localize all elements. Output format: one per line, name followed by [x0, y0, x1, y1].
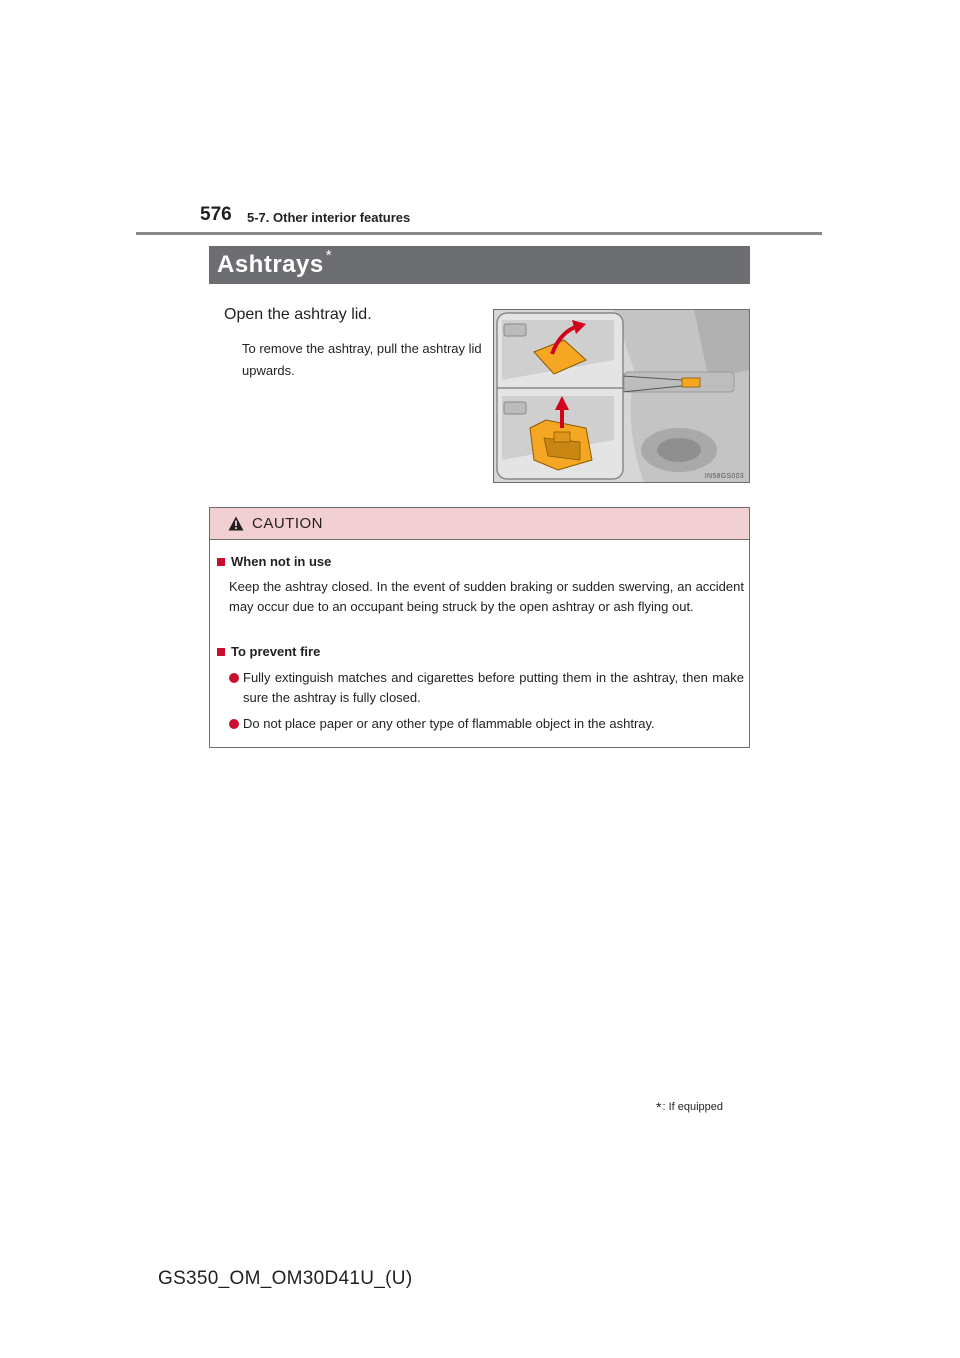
caution-heading-text: To prevent fire — [231, 644, 321, 659]
caution-bullet — [229, 714, 744, 734]
document-code: GS350_OM_OM30D41U_(U) — [158, 1268, 413, 1289]
page-title: Ashtrays — [217, 251, 324, 278]
caution-bullet-text: Do not place paper or any other type of flammable object in the ashtray. — [243, 716, 655, 731]
footnote-text: : If equipped — [662, 1101, 724, 1113]
page-number: 576 — [200, 204, 232, 225]
ashtray-illustration-art — [494, 310, 749, 482]
figure-code: IN58GS003 — [704, 473, 744, 480]
step-body: To remove the ashtray, pull the ashtray lid upwards. — [242, 341, 482, 378]
ashtray-illustration — [493, 309, 750, 483]
caution-box — [209, 507, 750, 748]
title-bar — [209, 246, 750, 284]
red-dot-icon — [229, 719, 239, 729]
header-rule — [136, 232, 822, 235]
step-heading: Open the ashtray lid. — [224, 306, 372, 323]
asterisk-icon: * — [656, 1099, 662, 1115]
if-equipped-marker: * — [325, 246, 332, 264]
section-label: 5-7. Other interior features — [247, 210, 411, 225]
caution-bullet — [229, 668, 744, 708]
caution-heading-not-in-use — [217, 554, 331, 569]
red-square-icon — [217, 648, 225, 656]
caution-paragraph: Keep the ashtray closed. In the event of sudden braking or sudden swerving, an accident may occur due to an occupant being struck by the open ashtray or ash flying out. — [229, 579, 744, 614]
warning-triangle-icon — [228, 516, 244, 531]
caution-bullet-text: Fully extinguish matches and cigarettes before putting them in the ashtray, then make sure the ashtray is fully closed. — [243, 670, 744, 705]
caution-header — [210, 508, 749, 540]
caution-heading-text: When not in use — [231, 554, 332, 569]
red-dot-icon — [229, 673, 239, 683]
footnote — [656, 1099, 723, 1115]
red-square-icon — [217, 558, 225, 566]
caution-heading-prevent-fire — [217, 644, 320, 659]
caution-label: CAUTION — [252, 515, 323, 532]
